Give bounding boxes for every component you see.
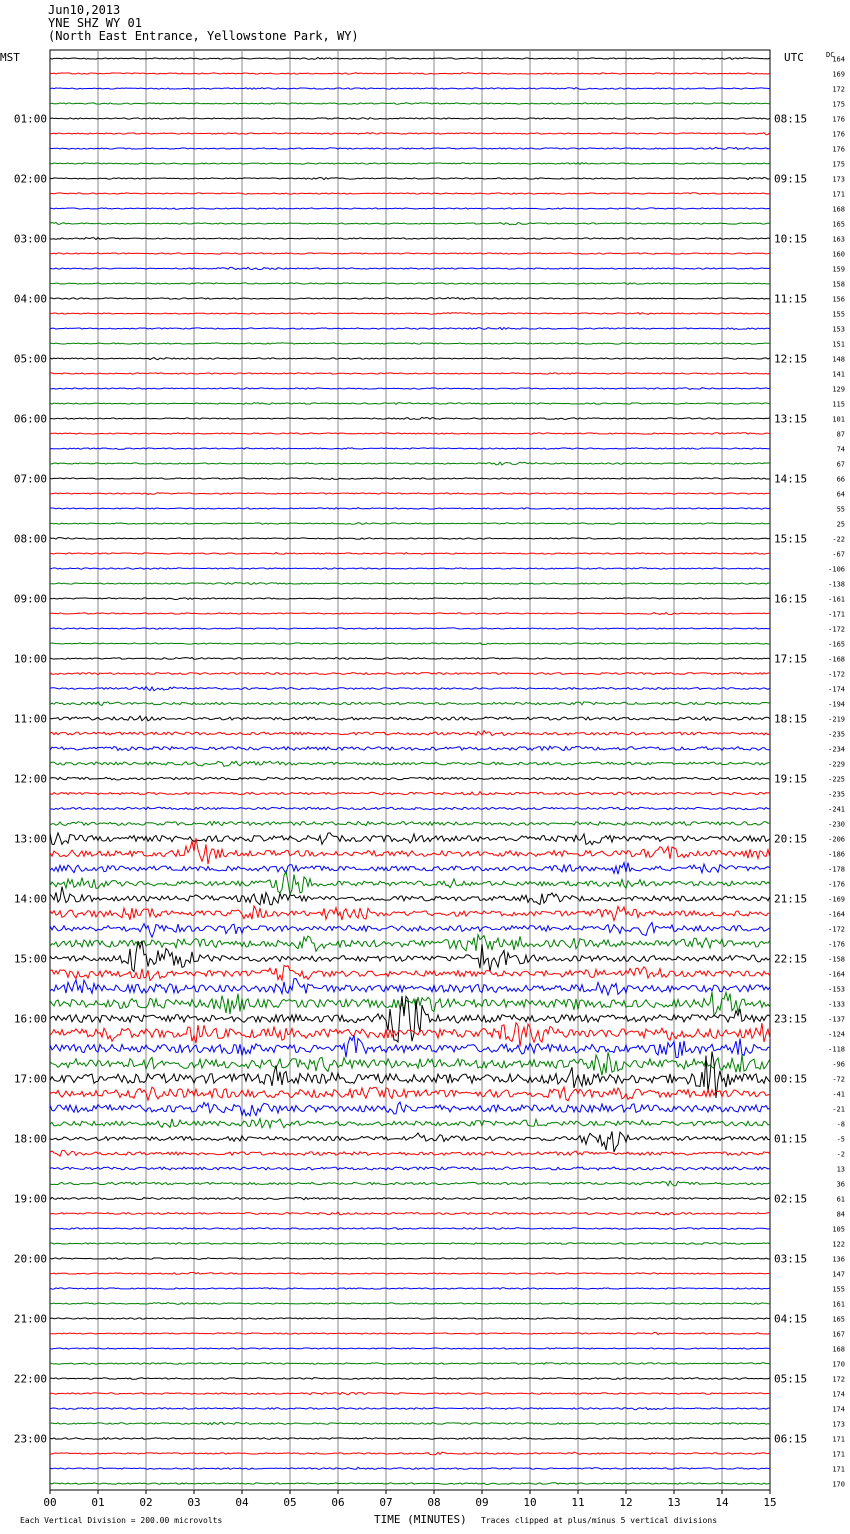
dc-value-label: -161 (828, 595, 845, 604)
dc-value-label: -138 (828, 580, 845, 589)
dc-value-label: 158 (832, 280, 845, 289)
x-tick-label: 01 (91, 1496, 105, 1509)
seismic-trace (50, 298, 770, 300)
dc-value-label: 175 (832, 160, 845, 169)
utc-tick-label: 11:15 (774, 292, 808, 306)
mst-tick-label: 23:00 (13, 1432, 47, 1446)
seismic-trace (50, 373, 770, 375)
seismic-trace (50, 193, 770, 195)
dc-value-label: -171 (828, 610, 845, 619)
mst-tick-label: 07:00 (13, 472, 47, 486)
mst-tick-label: 03:00 (13, 232, 47, 246)
dc-value-label: 171 (832, 190, 845, 199)
dc-value-label: 170 (832, 1480, 845, 1489)
plot-grid (98, 50, 722, 1490)
dc-value-label: 148 (832, 355, 845, 364)
utc-tick-label: 22:15 (774, 952, 808, 966)
dc-value-label: 147 (832, 1270, 845, 1279)
dc-value-label: -118 (828, 1045, 845, 1054)
dc-value-label: 13 (836, 1165, 845, 1174)
dc-value-label: -186 (828, 850, 845, 859)
dc-value-label: -137 (828, 1015, 845, 1024)
footer-left-note: Each Vertical Division = 200.00 microvolts (20, 1516, 223, 1525)
dc-value-label: -176 (828, 940, 845, 949)
mst-tick-label: 12:00 (13, 772, 47, 786)
seismic-trace (50, 628, 770, 629)
trace-group (50, 58, 770, 1485)
utc-tick-label: 08:15 (774, 112, 808, 126)
seismic-trace (50, 792, 770, 795)
seismic-trace (50, 433, 770, 435)
utc-tick-label: 18:15 (774, 712, 808, 726)
seismic-trace (50, 1052, 770, 1098)
dc-value-label: -219 (828, 715, 845, 724)
seismic-trace (50, 1318, 770, 1319)
dc-value-label: 136 (832, 1255, 845, 1264)
utc-tick-label: 03:15 (774, 1252, 808, 1266)
mst-tick-label: 21:00 (13, 1312, 47, 1326)
seismic-trace (50, 1119, 770, 1128)
utc-tick-label: 20:15 (774, 832, 808, 846)
utc-tick-label: 19:15 (774, 772, 808, 786)
dc-value-label: -72 (832, 1075, 845, 1084)
seismic-trace (50, 1243, 770, 1245)
x-tick-label: 02 (139, 1496, 153, 1509)
seismic-trace (50, 1467, 770, 1469)
dc-value-label: -21 (832, 1105, 845, 1114)
mst-tick-label: 05:00 (13, 352, 47, 366)
seismic-trace (50, 1302, 770, 1304)
x-tick-label: 07 (379, 1496, 393, 1509)
seismic-trace (50, 906, 770, 921)
seismic-trace (50, 887, 770, 905)
seismic-trace (50, 73, 770, 75)
seismic-trace (50, 992, 770, 1016)
seismic-trace (50, 343, 770, 344)
dc-value-label: 155 (832, 310, 845, 319)
mst-tick-label: 20:00 (13, 1252, 47, 1266)
dc-value-label: -194 (828, 700, 845, 709)
dc-value-label: -106 (828, 565, 845, 574)
dc-value-label: -234 (828, 745, 845, 754)
dc-value-label: -241 (828, 805, 845, 814)
seismic-trace (50, 177, 770, 179)
seismic-trace (50, 508, 770, 510)
dc-value-label: -178 (828, 865, 845, 874)
seismic-trace (50, 1102, 770, 1116)
dc-value-label: 36 (836, 1180, 845, 1189)
dc-value-label: 55 (836, 505, 845, 514)
dc-value-label: 169 (832, 70, 845, 79)
seismic-trace (50, 1273, 770, 1275)
seismic-trace (50, 1332, 770, 1334)
utc-tick-label: 06:15 (774, 1432, 808, 1446)
utc-tick-label: 02:15 (774, 1192, 808, 1206)
seismic-trace (50, 643, 770, 645)
seismic-trace (50, 716, 770, 721)
utc-tick-label: 12:15 (774, 352, 808, 366)
seismic-trace (50, 388, 770, 390)
dc-value-label: 122 (832, 1240, 845, 1249)
dc-value-label: 167 (832, 1330, 845, 1339)
dc-value-label: -2 (836, 1150, 845, 1159)
dc-value-label: -169 (828, 895, 845, 904)
seismic-trace (50, 327, 770, 329)
dc-value-label: 159 (832, 265, 845, 274)
dc-value-label: 165 (832, 1315, 845, 1324)
mst-tick-label: 02:00 (13, 172, 47, 186)
seismic-trace (50, 163, 770, 165)
seismic-trace (50, 313, 770, 315)
x-tick-label: 13 (667, 1496, 681, 1509)
dc-value-label: 171 (832, 1450, 845, 1459)
footer-right-note: Traces clipped at plus/minus 5 vertical divisions (481, 1516, 718, 1525)
dc-value-label: -8 (836, 1120, 845, 1129)
dc-value-label: 74 (836, 445, 845, 454)
x-tick-label: 00 (43, 1496, 57, 1509)
seismic-trace (50, 863, 770, 875)
dc-value-label: 160 (832, 250, 845, 259)
dc-value-label: -5 (836, 1135, 845, 1144)
dc-value-label: -41 (832, 1090, 845, 1099)
x-tick-label: 06 (331, 1496, 345, 1509)
dc-value-label: 64 (836, 490, 845, 499)
mst-tick-label: 04:00 (13, 292, 47, 306)
seismic-trace (50, 253, 770, 254)
utc-tick-label: 00:15 (774, 1072, 808, 1086)
dc-value-label: 84 (836, 1210, 845, 1219)
seismic-trace (50, 871, 770, 894)
mst-tick-label: 17:00 (13, 1072, 47, 1086)
dc-value-label: -124 (828, 1030, 845, 1039)
seismic-trace (50, 702, 770, 706)
seismic-trace (50, 687, 770, 691)
utc-tick-label: 13:15 (774, 412, 808, 426)
seismic-trace (50, 553, 770, 555)
seismic-trace (50, 613, 770, 615)
x-tick-label: 10 (523, 1496, 537, 1509)
seismic-trace (50, 1363, 770, 1365)
utc-tick-label: 17:15 (774, 652, 808, 666)
dc-value-label: -225 (828, 775, 845, 784)
seismic-trace (50, 1422, 770, 1424)
seismic-trace (50, 238, 770, 240)
mst-tick-label: 06:00 (13, 412, 47, 426)
dc-value-label: -172 (828, 925, 845, 934)
dc-value-label: -172 (828, 670, 845, 679)
dc-value-label: 163 (832, 235, 845, 244)
dc-value-label: -165 (828, 640, 845, 649)
dc-value-label: 172 (832, 1375, 845, 1384)
dc-value-label: 171 (832, 1465, 845, 1474)
mst-tick-label: 10:00 (13, 652, 47, 666)
seismic-trace (50, 1035, 770, 1058)
seismic-trace (50, 1087, 770, 1101)
dc-value-label: 173 (832, 1420, 845, 1429)
x-tick-label: 04 (235, 1496, 249, 1509)
seismic-trace (50, 583, 770, 585)
dc-value-label: 174 (832, 1405, 845, 1414)
mst-tick-label: 01:00 (13, 112, 47, 126)
chart-station: YNE SHZ WY 01 (48, 16, 142, 30)
chart-location: (North East Entrance, Yellowstone Park, WY) (48, 29, 359, 43)
seismic-trace (50, 1438, 770, 1440)
dc-axis-label: DC (826, 51, 835, 59)
seismic-trace (50, 996, 770, 1042)
dc-value-label: 101 (832, 415, 845, 424)
x-tick-label: 09 (475, 1496, 489, 1509)
mst-tick-label: 16:00 (13, 1012, 47, 1026)
seismic-trace (50, 1150, 770, 1156)
utc-tick-label: 15:15 (774, 532, 808, 546)
seismic-trace (50, 538, 770, 540)
dc-value-label: 170 (832, 1360, 845, 1369)
seismic-trace (50, 1452, 770, 1455)
dc-value-label: 173 (832, 175, 845, 184)
seismic-trace (50, 746, 770, 750)
seismic-trace (50, 88, 770, 90)
mst-tick-label: 14:00 (13, 892, 47, 906)
dc-value-label: 156 (832, 295, 845, 304)
seismic-trace (50, 403, 770, 405)
dc-value-label: 172 (832, 85, 845, 94)
dc-value-label: 171 (832, 1435, 845, 1444)
chart-date: Jun10,2013 (48, 3, 121, 17)
dc-value-label: -172 (828, 625, 845, 634)
mst-tick-label: 19:00 (13, 1192, 47, 1206)
dc-value-label: 151 (832, 340, 845, 349)
mst-axis-label: MST (0, 51, 20, 64)
seismic-trace (50, 1228, 770, 1230)
utc-tick-label: 05:15 (774, 1372, 808, 1386)
dc-value-label: -206 (828, 835, 845, 844)
seismic-trace (50, 283, 770, 285)
dc-value-label: -158 (828, 955, 845, 964)
dc-value-label: 176 (832, 145, 845, 154)
mst-tick-label: 09:00 (13, 592, 47, 606)
dc-value-label: 155 (832, 1285, 845, 1294)
seismic-trace (50, 598, 770, 600)
dc-value-label: 161 (832, 1300, 845, 1309)
utc-tick-label: 04:15 (774, 1312, 808, 1326)
x-tick-label: 15 (763, 1496, 777, 1509)
dc-value-label: -153 (828, 985, 845, 994)
seismic-trace (50, 462, 770, 465)
utc-axis-label: UTC (784, 51, 804, 64)
dc-value-label: 164 (832, 55, 845, 64)
dc-value-label: 174 (832, 1390, 845, 1399)
mst-tick-label: 08:00 (13, 532, 47, 546)
dc-value-label: 66 (836, 475, 845, 484)
utc-tick-labels (774, 113, 807, 1446)
seismic-trace (50, 1258, 770, 1259)
seismic-trace (50, 1052, 770, 1075)
seismic-trace (50, 833, 770, 845)
seismic-trace (50, 1167, 770, 1170)
x-tick-label: 11 (571, 1496, 585, 1509)
seismic-trace (50, 1392, 770, 1395)
dc-value-label: -176 (828, 880, 845, 889)
seismic-trace (50, 1348, 770, 1349)
seismic-trace (50, 147, 770, 149)
seismic-trace (50, 448, 770, 450)
seismic-trace (50, 222, 770, 224)
mst-tick-label: 15:00 (13, 952, 47, 966)
x-tick-label: 14 (715, 1496, 729, 1509)
mst-tick-label: 13:00 (13, 832, 47, 846)
utc-tick-label: 14:15 (774, 472, 808, 486)
seismic-trace (50, 1181, 770, 1186)
dc-value-label: -164 (828, 970, 845, 979)
dc-value-label: 165 (832, 220, 845, 229)
dc-value-label: 87 (836, 430, 845, 439)
mst-tick-label: 11:00 (13, 712, 47, 726)
seismic-trace (50, 1288, 770, 1290)
dc-value-label: -133 (828, 1000, 845, 1009)
dc-value-label: 168 (832, 1345, 845, 1354)
seismic-trace (50, 267, 770, 269)
utc-tick-label: 21:15 (774, 892, 808, 906)
seismic-trace (50, 1408, 770, 1410)
dc-value-label: 25 (836, 520, 845, 529)
x-tick-label: 12 (619, 1496, 633, 1509)
dc-value-label: -174 (828, 685, 845, 694)
utc-tick-label: 10:15 (774, 232, 808, 246)
seismic-trace (50, 568, 770, 570)
dc-value-label: -22 (832, 535, 845, 544)
dc-value-label: -168 (828, 655, 845, 664)
x-tick-label: 05 (283, 1496, 297, 1509)
seismic-trace (50, 1212, 770, 1215)
seismic-trace (50, 478, 770, 480)
seismic-trace (50, 658, 770, 660)
seismic-trace (50, 979, 770, 996)
dc-value-label: 67 (836, 460, 845, 469)
seismic-trace (50, 731, 770, 736)
seismic-trace (50, 1378, 770, 1380)
dc-value-label: 176 (832, 115, 845, 124)
dc-value-label: 61 (836, 1195, 845, 1204)
mst-tick-label: 18:00 (13, 1132, 47, 1146)
dc-value-label: -164 (828, 910, 845, 919)
dc-value-label: -96 (832, 1060, 845, 1069)
x-tick-label: 03 (187, 1496, 201, 1509)
dc-value-label: -229 (828, 760, 845, 769)
seismic-trace (50, 493, 770, 495)
seismic-trace (50, 358, 770, 360)
utc-tick-label: 01:15 (774, 1132, 808, 1146)
seismic-trace (50, 673, 770, 675)
x-tick-label: 08 (427, 1496, 441, 1509)
dc-value-label: -235 (828, 790, 845, 799)
seismic-trace (50, 965, 770, 980)
seismic-trace (50, 58, 770, 60)
dc-value-label: 175 (832, 100, 845, 109)
dc-value-label: 141 (832, 370, 845, 379)
seismic-trace (50, 922, 770, 937)
dc-value-label: 176 (832, 130, 845, 139)
seismic-trace (50, 935, 770, 952)
seismic-trace (50, 208, 770, 210)
seismic-trace (50, 118, 770, 119)
seismic-trace (50, 132, 770, 134)
seismic-trace (50, 523, 770, 525)
utc-tick-label: 23:15 (774, 1012, 808, 1026)
seismic-trace (50, 103, 770, 105)
dc-value-label: 129 (832, 385, 845, 394)
dc-value-label: -235 (828, 730, 845, 739)
mst-tick-label: 22:00 (13, 1372, 47, 1386)
dc-value-label: -230 (828, 820, 845, 829)
seismic-trace (50, 821, 770, 825)
seismic-trace (50, 1197, 770, 1199)
utc-tick-label: 09:15 (774, 172, 808, 186)
utc-tick-label: 16:15 (774, 592, 808, 606)
seismic-trace (50, 1483, 770, 1485)
dc-value-label: -67 (832, 550, 845, 559)
dc-value-label: 105 (832, 1225, 845, 1234)
dc-value-label: 153 (832, 325, 845, 334)
x-tick-labels (43, 1490, 776, 1509)
dc-value-label: 115 (832, 400, 845, 409)
x-axis-label: TIME (MINUTES) (374, 1513, 467, 1526)
seismic-trace (50, 941, 770, 972)
seismic-trace (50, 1131, 770, 1152)
mst-tick-labels (14, 113, 47, 1446)
seismic-trace (50, 777, 770, 780)
seismic-trace (50, 807, 770, 810)
dc-value-label: 168 (832, 205, 845, 214)
seismic-trace (50, 417, 770, 419)
seismic-trace (50, 761, 770, 766)
dc-value-labels (828, 56, 845, 1489)
